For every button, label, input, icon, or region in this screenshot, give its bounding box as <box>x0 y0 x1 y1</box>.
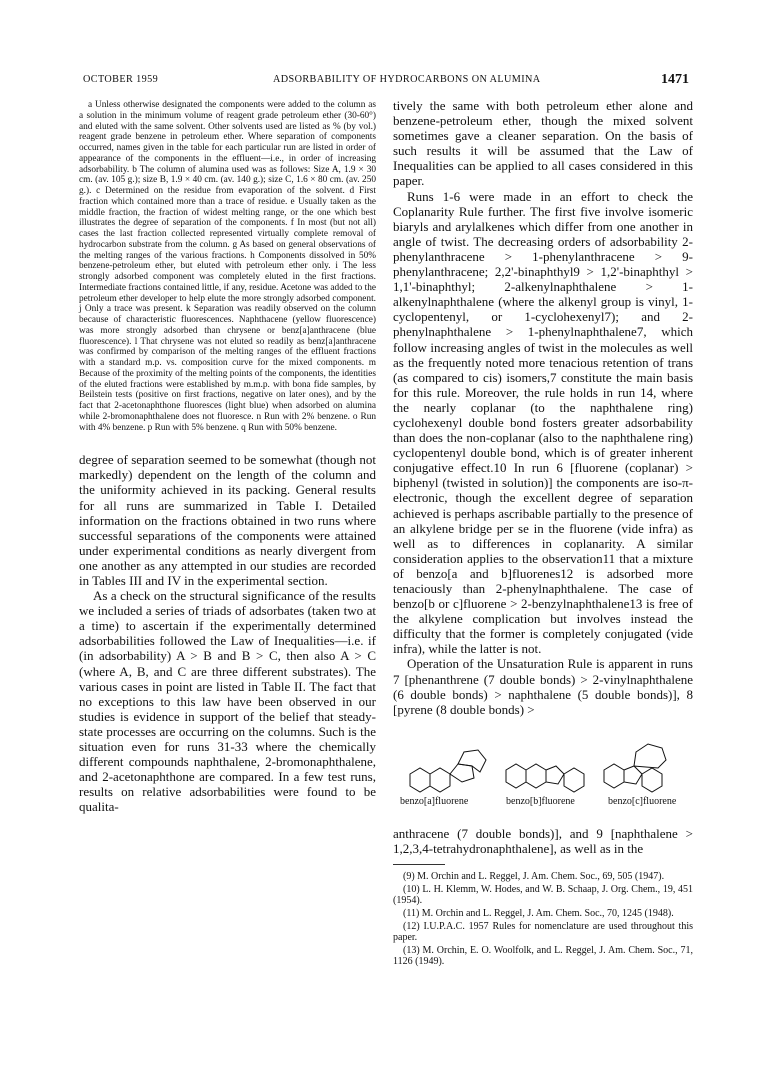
right-continuation <box>393 826 693 856</box>
right-paragraph-3: Operation of the Unsaturation Rule is apparent in runs 7 [phenanthrene (7 double bonds) > 2-vinylnaphthalene (6 double bonds) > naphthalene (5 double bonds)], 8 [pyrene (8 double bonds) > <box>393 656 693 717</box>
reference-item: (9) M. Orchin and L. Reggel, J. Am. Chem. Soc., 69, 505 (1947). <box>403 871 665 882</box>
page-number: 1471 <box>661 72 689 87</box>
reference-list <box>393 871 693 969</box>
footnote-rule <box>393 864 445 865</box>
caption-benzo-c-fluorene: benzo[c]fluorene <box>608 796 677 807</box>
reference-item: (12) I.U.P.A.C. 1957 Rules for nomenclature are used throughout this paper. <box>393 920 693 943</box>
left-column <box>79 100 376 815</box>
header-date: OCTOBER 1959 <box>83 74 159 85</box>
left-paragraph-2: As a check on the structural significance of the results we included a series of triads of adsorbates (taken two at a time) to ascertain if the experimentally determined adsorbabilities followed the Law of Inequalities—i.e. if (in adsorbability) A > B and B > C, then also A > C (where A, B, and C are three different substrates). The various cases in point are listed in Table II. The fact that no exceptions to this law have been observed in our studies is evidence in support of the belief that steady-state processes are occurring on the columns. Such is the situation even for runs 31-33 where the chemically different compounds naphthalene, 2-bromonaphthalene, and 2-acetonaphthone are compared. In a few test runs, results on relative adsorbabilities were found to be qualita- <box>79 588 376 815</box>
caption-benzo-a-fluorene: benzo[a]fluorene <box>400 796 469 807</box>
fluorene-structures <box>396 734 694 796</box>
caption-benzo-b-fluorene: benzo[b]fluorene <box>506 796 575 807</box>
reference-item: (13) M. Orchin, E. O. Woolfolk, and L. Reggel, J. Am. Chem. Soc., 71, 1126 (1949). <box>393 944 693 968</box>
reference-item: (11) M. Orchin and L. Reggel, J. Am. Chem. Soc., 70, 1245 (1948). <box>403 907 674 919</box>
table-footnotes: a Unless otherwise designated the components were added to the column as a solution in the minimum volume of reagent grade petroleum ether (30-60°) and eluted with the same solvent. Other solvents used are listed as % (by vol.) reagent grade benzene in petroleum ether. Where separation of components occurred, names given in the table for each particular run are listed in order of appearance of the components in the effluent—i.e., in order of increasing adsorbability. b The column of alumina used was as follows: Size A, 1.9 × 30 cm. (av. 105 g.); size B, 1.9 × 40 cm. (av. 140 g.); size C, 1.6 × 80 cm. (av. 250 g.). c Determined on the residue from evaporation of the solvent. d First fraction which contained more than a trace of residue. e Usually taken as the middle fraction, the fraction of widest melting range, or the one which best illustrates the degree of separation of the components. f In most (but not all) cases the last fraction collected represented virtually complete removal of hydrocarbon substrate from the column. g As based on general observations of the melting ranges of the various fractions. h Components dissolved in 50% benzene-petroleum ether, but eluted with petroleum ether only. i The less strongly adsorbed component was completely eluted in the first fractions. Intermediate fractions contained little, if any, residue. Acetone was added to the petroleum ether developer to help elute the more strongly adsorbed component. j Only a trace was present. k Separation was readily observed on the column because of characteristic fluorescences. Naphthacene (yellow fluorescence) was more strongly adsorbed than chrysene or benz[a]anthracene (blue fluorescence). l That chrysene was not eluted so readily as benz[a]anthracene was confirmed by comparison of the melting ranges of the effluent fractions with a standard m.p. vs. composition curve for the mixed components. m Because of the proximity of the melting points of the components, the identities of the eluted fractions were established by m.m.p. with bona fide samples, by Beilstein tests (positive on first fractions, negative on later ones), and by the fact that 2-acetonaphthone fluoresces (light blue) when adsorbed on alumina while 2-bromonaphthalene does not fluoresce. n Run with 2% benzene. o Run with 4% benzene. p Run with 5% benzene. q Run with 50% benzene. <box>79 100 376 433</box>
structure-figure <box>396 734 694 814</box>
right-paragraph-2: Runs 1-6 were made in an effort to check the Coplanarity Rule further. The first five involve isomeric biaryls and arylalkenes which differ from one another in angle of twist. The decreasing orders of adsorbability 2-phenylanthracene > 1-phenylanthracene > 9-phenylanthracene; 2,2'-binaphthyl9 > 1,2'-binaphthyl > 1,1'-binaphthyl; 2-alkenylnaphthalene > 1-alkenylnaphthalene (where the alkenyl group is vinyl, 1-cyclopentenyl, or 1-cyclohexenyl7); and 2-phenylnaphthalene > 1-phenylnaphthalene7, which follow increasing angles of twist in the molecules as well as the frequently noted more tenacious retention of trans (as compared to cis) isomers,7 constitute the main basis for this rule. Moreover, the rule holds in run 14, where the nearly coplanar (to the naphthalene ring) cyclohexenyl double bond fosters greater adsorbability than does the non-coplanar (also to the naphthalene ring) cyclopentenyl double bond, which is of greater inherent conjugative effect.10 In run 6 [fluorene (coplanar) > biphenyl (twisted in solution)] the components are iso-π-electronic, though the excellent degree of separation achieved is perhaps ascribable partially to the presence of an alkylene bridge per se in the fluorene (vide infra) as well as to differences in coplanarity. A similar consideration applies to the observation11 that a mixture of benzo[a and b]fluorenes12 is adsorbed more tenaciously than 2-phenylnaphthalene. The case of benzo[b or c]fluorene > 2-benzylnaphthalene13 is free of the alkylene complication but involves instead the difficulty that the former is completely conjugated (vide infra), while the latter is not. <box>393 188 693 657</box>
reference-item: (10) L. H. Klemm, W. Hodes, and W. B. Schaap, J. Org. Chem., 19, 451 (1954). <box>393 883 693 907</box>
right-paragraph-1: tively the same with both petroleum ether alone and benzene-petroleum ether, though the mixed solvent sometimes gave a cleaner separation. On the basis of such results it will be assumed that the Law of Inequalities can be applied to all cases considered in this paper. <box>393 98 693 189</box>
right-column <box>393 98 693 717</box>
running-header <box>83 74 689 88</box>
header-title: ADSORBABILITY OF HYDROCARBONS ON ALUMINA <box>273 74 541 85</box>
left-paragraph-1: degree of separation seemed to be somewhat (though not markedly) dependent on the length of the column and the uniformity achieved in its packing. General results for all runs are summarized in Table I. Detailed information on the fractions obtained in two runs where successful separations of the components were attained under experimental conditions as nearly divergent from one another as any attempted in our studies are recorded in Tables III and IV in the experimental section. <box>79 452 376 588</box>
right-paragraph-4: anthracene (7 double bonds)], and 9 [naphthalene > 1,2,3,4-tetrahydronaphthalene], as well as in the <box>393 826 693 857</box>
